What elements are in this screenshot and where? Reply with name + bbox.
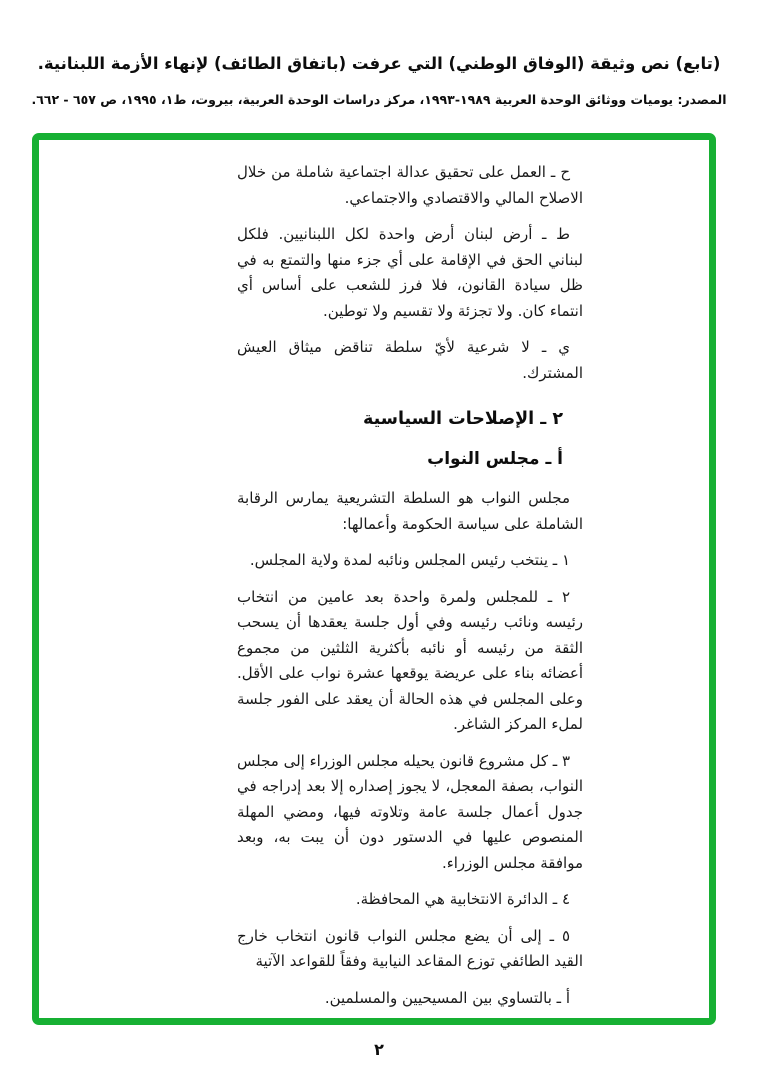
document-source-line: المصدر: يوميات ووثائق الوحدة العربية ١٩٨٩-١٩٩٣، مركز دراسات الوحدة العربية، بيروت، ط١، ١٩٩٥، ص ٦٥٧ - ٦٦٢. (31, 92, 727, 107)
clause-paragraph-y: ي ـ لا شرعية لأيّ سلطة تناقض ميثاق العيش المشترك. (237, 338, 583, 382)
subsection-heading-parliament: أ ـ مجلس النواب (427, 448, 563, 469)
numbered-item-4: ٤ ـ الدائرة الانتخابية هي المحافظة. (355, 890, 570, 908)
section-heading-political-reforms: ٢ ـ الإصلاحات السياسية (362, 409, 563, 429)
numbered-item-5: ٥ ـ إلى أن يضع مجلس النواب قانون انتخاب خارج القيد الطائفي توزع المقاعد النيابية وفقاً للقواعد الآتية (237, 926, 583, 970)
document-title: (تابع) نص وثيقة (الوفاق الوطني) التي عرفت (باتفاق الطائف) لإنهاء الأزمة اللبنانية. (37, 54, 721, 73)
clause-paragraph-h: ح ـ العمل على تحقيق عدالة اجتماعية شاملة من خلال الاصلاح المالي والاقتصادي والاجتماعي. (237, 163, 583, 207)
page-number: ٢ (374, 1040, 384, 1059)
document-text-column (237, 160, 583, 1022)
clause-paragraph-t: ط ـ أرض لبنان أرض واحدة لكل اللبنانيين. فلكل لبناني الحق في الإقامة على أي جزء منها والتمتع به في ظل سيادة القانون، فلا فرز للشعب على أساس أي انتماء كان. ولا تجزئة ولا تقسيم ولا توطين. (237, 225, 583, 320)
numbered-item-2: ٢ ـ للمجلس ولمرة واحدة بعد عامين من انتخاب رئيسه ونائب رئيسه وفي أول جلسة يعقدها أن يسحب الثقة من رئيسه أو نائبه بأكثرية الثلثين من مجموع أعضائه بناء على عريضة يوقعها عشرة نواب على الأقل. وعلى المجلس في هذه الحالة أن يعقد على الفور جلسة لملء المركز الشاغر. (237, 587, 583, 733)
numbered-item-3: ٣ ـ كل مشروع قانون يحيله مجلس الوزراء إلى مجلس النواب، بصفة المعجل، لا يجوز إصداره إلا بعد إدراجه في جدول أعمال جلسة عامة وتلاوته فيها، ومضي المهلة المنصوص عليها في الدستور دون أن يبت به، وبعد موافقة مجلس الوزراء. (237, 751, 583, 872)
sub-item-a: أ ـ بالتساوي بين المسيحيين والمسلمين. (324, 988, 570, 1007)
intro-paragraph: مجلس النواب هو السلطة التشريعية يمارس الرقابة الشاملة على سياسة الحكومة وأعمالها: (237, 489, 583, 533)
numbered-item-1: ١ ـ ينتخب رئيس المجلس ونائبه لمدة ولاية المجلس. (249, 551, 570, 569)
green-border-frame (32, 133, 716, 1025)
